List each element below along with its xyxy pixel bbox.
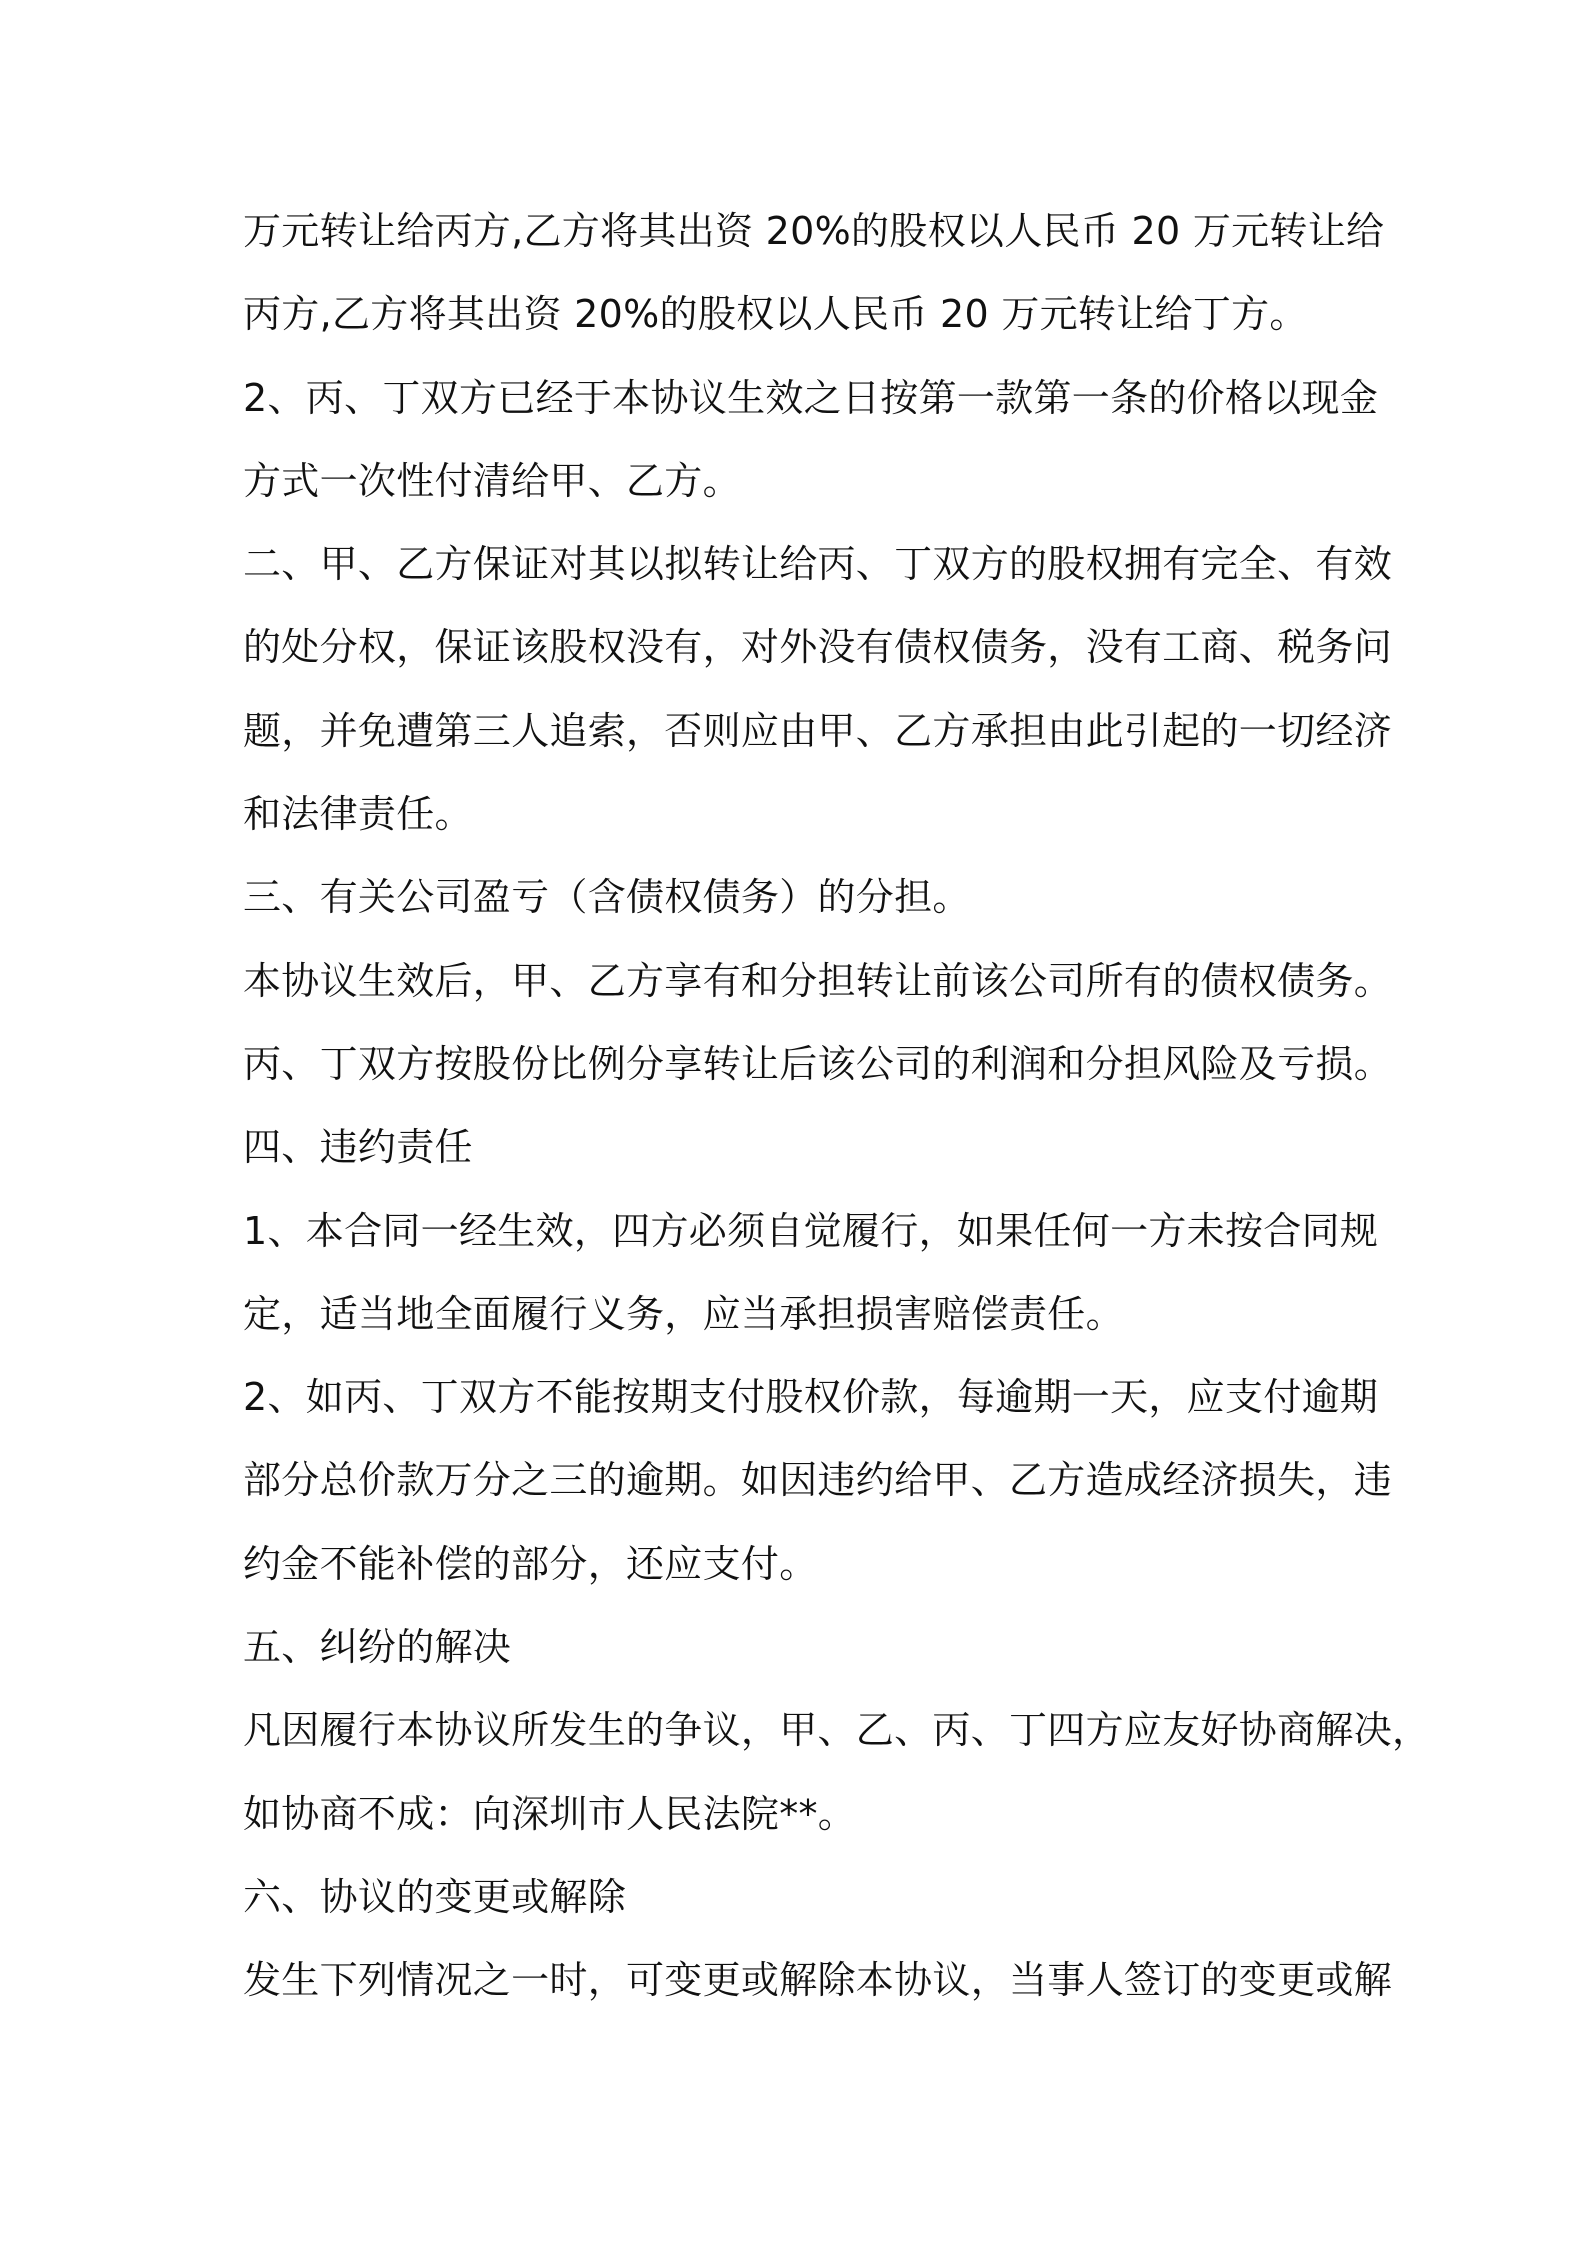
- section-heading: 四、违约责任: [243, 1125, 473, 1170]
- text-line: 丙方,乙方将其出资 20%的股权以人民币 20 万元转让给丁方。: [243, 292, 1308, 337]
- text-line: 丙、丁双方按股份比例分享转让后该公司的利润和分担风险及亏损。: [243, 1041, 1393, 1086]
- text-line: 万元转让给丙方,乙方将其出资 20%的股权以人民币 20 万元转让给: [243, 209, 1385, 253]
- text-line: 2、丙、丁双方已经于本协议生效之日按第一款第一条的价格以现金: [243, 375, 1379, 420]
- text-line: 方式一次性付清给甲、乙方。: [243, 458, 741, 503]
- text-line: 题，并免遭第三人追索，否则应由甲、乙方承担由此引起的一切经济: [243, 708, 1393, 753]
- section-heading: 三、有关公司盈亏（含债权债务）的分担。: [243, 875, 971, 920]
- text-line: 如协商不成：向深圳市人民法院**。: [243, 1791, 857, 1836]
- text-line: 凡因履行本协议所发生的争议，甲、乙、丙、丁四方应友好协商解决，: [243, 1708, 1431, 1753]
- text-line: 本协议生效后，甲、乙方享有和分担转让前该公司所有的债权债务。: [243, 958, 1393, 1003]
- text-line: 2、如丙、丁双方不能按期支付股权价款，每逾期一天，应支付逾期: [243, 1375, 1379, 1420]
- text-line: 定，适当地全面履行义务，应当承担损害赔偿责任。: [243, 1291, 1124, 1336]
- text-line: 约金不能补偿的部分，还应支付。: [243, 1541, 818, 1586]
- text-line: 1、本合同一经生效，四方必须自觉履行，如果任何一方未按合同规: [243, 1208, 1379, 1253]
- text-line: 的处分权，保证该股权没有，对外没有债权债务，没有工商、税务问: [243, 625, 1393, 670]
- document-body: [243, 190, 1431, 2023]
- text-line: 发生下列情况之一时，可变更或解除本协议，当事人签订的变更或解: [243, 1958, 1393, 2003]
- text-line: 部分总价款万分之三的逾期。如因违约给甲、乙方造成经济损失，违: [243, 1458, 1393, 1503]
- text-line: 二、甲、乙方保证对其以拟转让给丙、丁双方的股权拥有完全、有效: [243, 542, 1393, 587]
- section-heading: 六、协议的变更或解除: [243, 1874, 627, 1919]
- section-heading: 五、纠纷的解决: [243, 1625, 512, 1670]
- text-line: 和法律责任。: [243, 792, 473, 837]
